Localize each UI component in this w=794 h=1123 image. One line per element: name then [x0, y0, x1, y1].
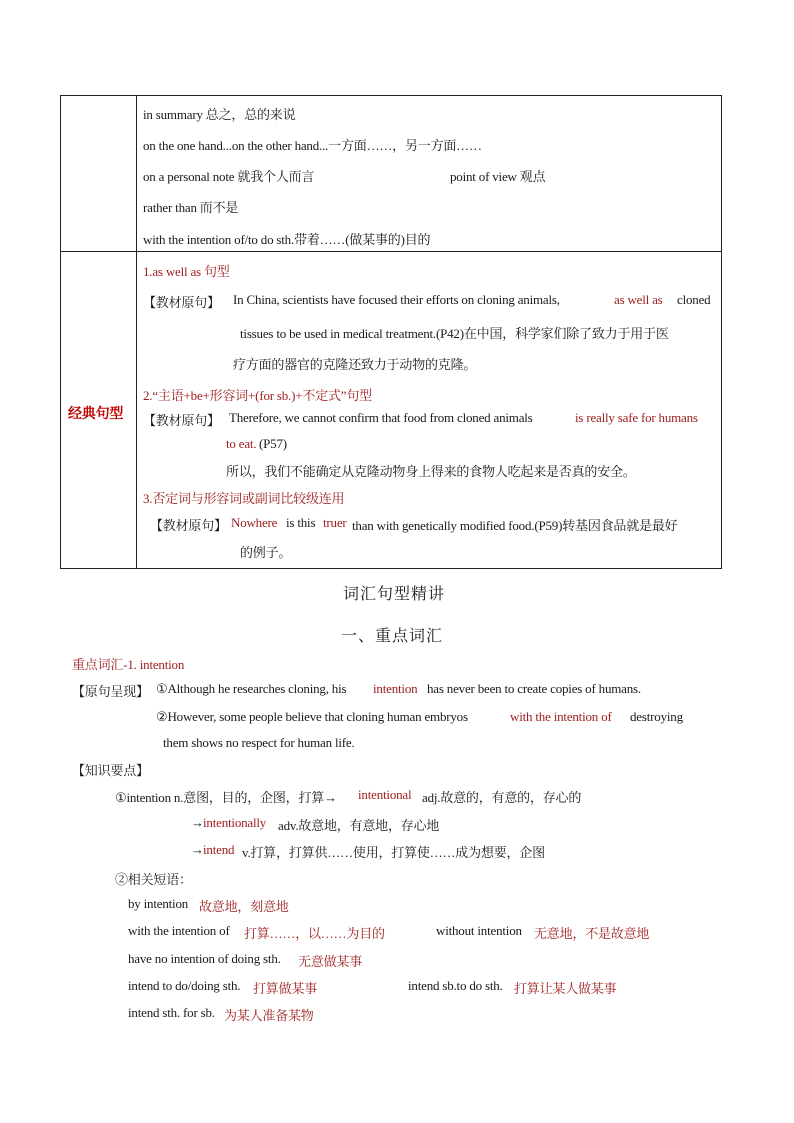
phrase-5-en: intend sth. for sb. [128, 1005, 215, 1020]
phrase-4-cn: 打算做某事 [253, 981, 318, 996]
phrase-1-en: by intention [128, 896, 189, 911]
sentence-1-as-well-as: as well as [614, 292, 663, 307]
sentence-1-part-e: 疗方面的器官的克隆还致力于动物的克隆。 [233, 357, 477, 372]
phrases-tag: ②相关短语： [115, 872, 192, 887]
table-border-top [60, 95, 722, 96]
kp-1-part-c: adj.故意的，有意的，存心的 [422, 790, 582, 805]
pattern-heading-3: 3.否定词与形容词或副词比较级连用 [143, 491, 345, 506]
table-border-right [721, 95, 722, 569]
knowledge-tag: 【知识要点】 [72, 763, 149, 778]
phrase-4b-en: intend sb.to do sth. [408, 978, 503, 993]
phrase-2-cn: 打算……，以……为目的 [244, 926, 385, 941]
kp-2-part-c: adv.故意地，有意地，存心地 [278, 818, 440, 833]
original-tag: 【原句呈现】 [72, 684, 149, 699]
sentence-1-part-d: tissues to be used in medical treatment.(P42)在中国，科学家们除了致力于用于医 [240, 326, 669, 341]
phrase-2b-en: without intention [436, 923, 522, 938]
sentence-3-part-e: 的例子。 [240, 545, 292, 560]
phrase-personal-note: on a personal note 就我个人而言 [143, 169, 315, 184]
phrase-4-en: intend to do/doing sth. [128, 978, 241, 993]
kp-3-part-c: v.打算，打算供……使用，打算使……成为想要，企图 [242, 845, 545, 860]
phrase-in-summary: in summary 总之，总的来说 [143, 107, 296, 122]
kp-1-intentional: intentional [358, 787, 412, 802]
original-1-intention: intention [373, 681, 418, 696]
phrase-3-cn: 无意做某事 [298, 954, 363, 969]
original-1-part-c: has never been to create copies of humans. [427, 681, 641, 696]
original-2-part-c: destroying [630, 709, 683, 724]
phrase-3-en: have no intention of doing sth. [128, 951, 281, 966]
sentence-3-truer: truer [323, 515, 347, 530]
phrase-2-en: with the intention of [128, 923, 230, 938]
pattern-heading-2: 2.“主语+be+形容词+(for sb.)+不定式”句型 [143, 388, 372, 403]
sub-title: 一、重点词汇 [341, 628, 444, 645]
pattern-heading-1: 1.as well as 句型 [143, 264, 230, 279]
phrase-on-the-one-hand: on the one hand...on the other hand...一方面……，另一方面…… [143, 138, 482, 153]
original-2-with-the-intention: with the intention of [510, 709, 612, 724]
row-label-classic-sentences: 经典句型 [68, 407, 124, 422]
textbook-tag-3: 【教材原句】 [150, 518, 227, 533]
sentence-2-to-eat: to eat. [226, 436, 257, 451]
sentence-3-is-this: is this [286, 515, 316, 530]
sentence-1-part-c: cloned [677, 292, 711, 307]
table-border-left [60, 95, 61, 569]
phrase-5-cn: 为某人准备某物 [224, 1008, 314, 1023]
textbook-tag-2: 【教材原句】 [143, 413, 220, 428]
phrase-with-the-intention: with the intention of/to do sth.带着……(做某事的)目的 [143, 232, 431, 247]
sentence-3-nowhere: Nowhere [231, 515, 278, 530]
kp-2-arrow: → [191, 815, 204, 830]
vocab-heading: 重点词汇-1. intention [72, 657, 185, 672]
original-2-part-a: ②However, some people believe that cloning human embryos [156, 709, 468, 724]
table-border-bottom [60, 568, 722, 569]
table-border-divider [136, 95, 137, 569]
original-2-part-d: them shows no respect for human life. [163, 735, 355, 750]
phrase-2b-cn: 无意地，不是故意地 [534, 926, 650, 941]
sentence-2-really-safe: is really safe for humans [575, 410, 698, 425]
phrase-point-of-view: point of view 观点 [450, 169, 546, 184]
section-title: 词汇句型精讲 [343, 586, 446, 603]
sentence-2-translation: 所以，我们不能确定从克隆动物身上得来的食物人吃起来是否真的安全。 [226, 464, 636, 479]
phrase-rather-than: rather than 而不是 [143, 200, 239, 215]
sentence-3-part-d: than with genetically modified food.(P59)转基因食品就是最好 [352, 518, 678, 533]
sentence-2-page: (P57) [259, 436, 287, 451]
kp-1-part-a: ①intention n.意图，目的，企图，打算→ [115, 790, 337, 805]
kp-3-intend: intend [203, 842, 235, 857]
sentence-2-part-a: Therefore, we cannot confirm that food from cloned animals [229, 410, 533, 425]
textbook-tag-1: 【教材原句】 [143, 295, 220, 310]
table-border-middle [60, 251, 722, 252]
kp-2-intentionally: intentionally [203, 815, 267, 830]
kp-3-arrow: → [191, 842, 204, 857]
sentence-1-part-a: In China, scientists have focused their efforts on cloning animals, [233, 292, 560, 307]
phrase-4b-cn: 打算让某人做某事 [514, 981, 617, 996]
original-1-part-a: ①Although he researches cloning, his [156, 681, 347, 696]
phrase-1-cn: 故意地，刻意地 [199, 899, 289, 914]
